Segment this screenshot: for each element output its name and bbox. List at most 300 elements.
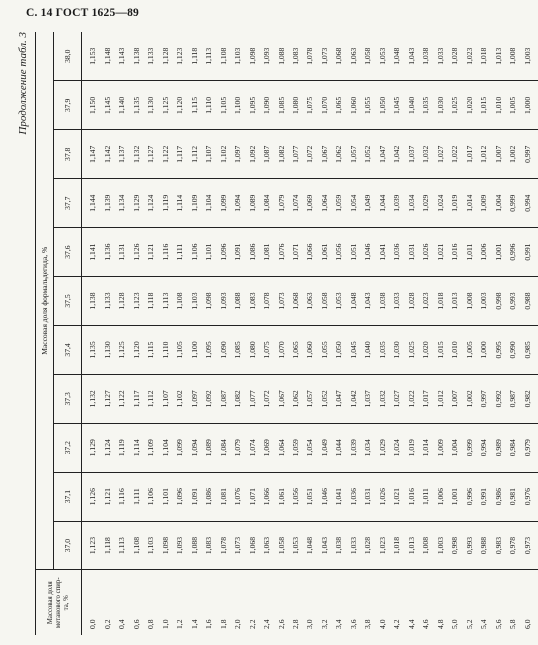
- table-cell: 0,984: [506, 423, 520, 472]
- table-cell: 1,067: [274, 374, 288, 423]
- column-header: 37,6: [54, 228, 82, 277]
- table-cell: 1,057: [303, 374, 317, 423]
- table-cell: 1,058: [363, 47, 373, 65]
- table-cell: 1,088: [276, 47, 286, 65]
- table-cell: 1,098: [202, 277, 216, 326]
- table-cell: 1,115: [187, 81, 201, 130]
- table-cell: 1,019: [404, 423, 418, 472]
- table-cell: 1,113: [115, 521, 129, 570]
- first-column-header-line: та, %: [62, 595, 70, 611]
- table-cell: 1,026: [375, 472, 389, 521]
- table-cell: 1,067: [318, 130, 332, 179]
- table-cell: 1,150: [82, 81, 101, 130]
- table-cell: 1,013: [448, 277, 462, 326]
- table-cell: 1,004: [448, 423, 462, 472]
- table-row: [129, 32, 143, 635]
- table-cell: 1,006: [433, 472, 447, 521]
- row-label: 5,4: [477, 570, 491, 635]
- table-cell: 0,986: [491, 472, 505, 521]
- table-cell: 1,098: [158, 521, 172, 570]
- table-row: [303, 32, 317, 635]
- table-cell: 1,033: [346, 521, 360, 570]
- table-cell: 1,109: [144, 423, 158, 472]
- table-cell: 1,069: [303, 179, 317, 228]
- table-cell: 1,050: [332, 325, 346, 374]
- table-row: [173, 32, 187, 635]
- table-cell: 1,062: [332, 130, 346, 179]
- table-cell: 1,052: [318, 374, 332, 423]
- table-cell: 1,066: [303, 228, 317, 277]
- table-cell: 1,085: [274, 81, 288, 130]
- table-cell: 1,030: [433, 81, 447, 130]
- table-cell: 1,016: [404, 472, 418, 521]
- table-row: [419, 32, 433, 635]
- table-cell: 1,018: [479, 47, 489, 65]
- table-cell: 1,043: [318, 521, 332, 570]
- table-cell: 1,104: [158, 423, 172, 472]
- table-cell: 1,068: [289, 277, 303, 326]
- table-cell: 0,996: [462, 472, 476, 521]
- table-cell: 1,038: [332, 521, 346, 570]
- table-cell: 1,111: [129, 472, 143, 521]
- table-cell: 1,114: [129, 423, 143, 472]
- table-cell: 1,015: [433, 325, 447, 374]
- table-cell: 0,992: [491, 374, 505, 423]
- density-table: [35, 32, 538, 635]
- table-cell: 1,105: [173, 325, 187, 374]
- table-cell: 1,036: [346, 472, 360, 521]
- table-cell: 1,090: [260, 81, 274, 130]
- table-cell: 1,042: [390, 130, 404, 179]
- table-cell: 0,998: [448, 521, 462, 570]
- table-row: [115, 32, 129, 635]
- table-cell: 0,991: [520, 228, 537, 277]
- table-cell: 1,092: [202, 374, 216, 423]
- table-cell: 1,140: [115, 81, 129, 130]
- table-row: [231, 32, 245, 635]
- table-cell: 0,994: [477, 423, 491, 472]
- table-cell: 1,141: [82, 228, 101, 277]
- table-cell: 1,075: [303, 81, 317, 130]
- row-label: 4,0: [375, 570, 389, 635]
- table-cell: 0,973: [520, 521, 537, 570]
- table-cell: 1,074: [245, 423, 259, 472]
- table-cell: 0,998: [491, 277, 505, 326]
- row-label: 2,2: [245, 570, 259, 635]
- table-cell: 1,033: [390, 277, 404, 326]
- table-cell: 1,096: [216, 228, 230, 277]
- table-cell: 1,068: [334, 47, 344, 65]
- table-cell: 1,013: [493, 47, 503, 65]
- table-cell: 1,070: [318, 81, 332, 130]
- table-cell: 1,025: [448, 81, 462, 130]
- table-cell: 0,981: [506, 472, 520, 521]
- table-row: [332, 32, 346, 635]
- table-row: [520, 32, 537, 635]
- table-cell: 1,056: [332, 228, 346, 277]
- table-cell: 0,983: [491, 521, 505, 570]
- table-cell: 1,138: [131, 47, 141, 65]
- table-cell: 1,008: [508, 47, 518, 65]
- table-cell: 1,103: [187, 277, 201, 326]
- table-cell: 1,046: [361, 228, 375, 277]
- table-cell: 1,148: [102, 47, 112, 65]
- table-cell: 1,145: [100, 81, 114, 130]
- table-cell: 1,035: [375, 325, 389, 374]
- table-cell: 1,049: [361, 179, 375, 228]
- table-cell: 1,142: [100, 130, 114, 179]
- table-cell: 1,122: [115, 374, 129, 423]
- table-cell: 1,097: [187, 374, 201, 423]
- table-cell: 1,032: [375, 374, 389, 423]
- table-cell: 1,103: [233, 47, 243, 65]
- first-column-header: [36, 570, 82, 635]
- table-cell: 1,040: [404, 81, 418, 130]
- table-cell: 1,100: [187, 325, 201, 374]
- column-header: 37,8: [54, 130, 82, 179]
- table-cell: 1,047: [332, 374, 346, 423]
- table-cell: 1,037: [361, 374, 375, 423]
- table-row: [375, 32, 389, 635]
- table-cell: 0,989: [491, 423, 505, 472]
- table-cell: 1,135: [129, 81, 143, 130]
- table-cell: 1,108: [129, 521, 143, 570]
- table-cell: 1,048: [346, 277, 360, 326]
- table-cell: 1,037: [404, 130, 418, 179]
- table-cell: 0,979: [520, 423, 537, 472]
- table-cell: 1,078: [305, 47, 315, 65]
- table-row: [318, 32, 332, 635]
- table-cell: 1,014: [419, 423, 433, 472]
- table-cell: 1,087: [216, 374, 230, 423]
- table-cell: 1,073: [274, 277, 288, 326]
- table-cell: 1,059: [289, 423, 303, 472]
- table-cell: 0,993: [462, 521, 476, 570]
- table-cell: 1,015: [477, 81, 491, 130]
- table-cell: 1,094: [231, 179, 245, 228]
- table-cell: 0,978: [506, 521, 520, 570]
- column-header: 38,0: [54, 32, 82, 81]
- table-cell: 1,000: [520, 81, 537, 130]
- table-cell: 1,088: [231, 277, 245, 326]
- table-cell: 1,053: [377, 47, 387, 65]
- table-cell: 1,101: [158, 472, 172, 521]
- table-cell: 1,034: [404, 179, 418, 228]
- table-cell: 1,070: [274, 325, 288, 374]
- table-cell: 1,125: [115, 325, 129, 374]
- table-cell: 1,082: [274, 130, 288, 179]
- column-header: 37,5: [54, 277, 82, 326]
- table-cell: 1,085: [231, 325, 245, 374]
- table-cell: 1,100: [231, 81, 245, 130]
- table-cell: 1,059: [332, 179, 346, 228]
- table-cell: 1,072: [303, 130, 317, 179]
- table-cell: 1,115: [144, 325, 158, 374]
- row-label: 5,0: [448, 570, 462, 635]
- table-cell: 1,046: [318, 472, 332, 521]
- column-header: 37,4: [54, 325, 82, 374]
- table-cell: 1,044: [332, 423, 346, 472]
- table-cell: 1,054: [303, 423, 317, 472]
- row-label: 0,0: [82, 570, 101, 635]
- table-cell: 1,123: [82, 521, 101, 570]
- table-cell: 1,051: [346, 228, 360, 277]
- table-cell: 1,009: [433, 423, 447, 472]
- table-cell: 1,120: [173, 81, 187, 130]
- table-cell: 1,078: [260, 277, 274, 326]
- table-cell: 1,123: [129, 277, 143, 326]
- table-cell: 1,153: [88, 47, 98, 65]
- table-cell: 1,102: [216, 130, 230, 179]
- table-cell: 1,143: [117, 47, 127, 65]
- table-cell: 1,017: [462, 130, 476, 179]
- table-cell: 1,048: [392, 47, 402, 65]
- table-cell: 1,089: [202, 423, 216, 472]
- table-row: [289, 32, 303, 635]
- table-cell: 1,002: [506, 130, 520, 179]
- table-cell: 1,109: [187, 179, 201, 228]
- table-cell: 1,016: [448, 228, 462, 277]
- table-cell: 1,073: [319, 47, 329, 65]
- table-cell: 1,023: [464, 47, 474, 65]
- row-label: 4,8: [433, 570, 447, 635]
- table-cell: 1,040: [361, 325, 375, 374]
- table-cell: 1,021: [390, 472, 404, 521]
- table-cell: 1,022: [448, 130, 462, 179]
- table-cell: 1,083: [202, 521, 216, 570]
- table-cell: 1,129: [82, 423, 101, 472]
- table-cell: 1,126: [82, 472, 101, 521]
- table-cell: 1,054: [346, 179, 360, 228]
- table-cell: 0,988: [520, 277, 537, 326]
- table-cell: 1,098: [247, 47, 257, 65]
- table-cell: 1,026: [419, 228, 433, 277]
- table-cell: 1,035: [419, 81, 433, 130]
- table-cell: 1,124: [144, 179, 158, 228]
- table-cell: 1,114: [173, 179, 187, 228]
- table-row: [346, 32, 360, 635]
- table-cell: 1,097: [231, 130, 245, 179]
- table-row: [462, 32, 476, 635]
- table-row: [390, 32, 404, 635]
- table-cell: 1,095: [245, 81, 259, 130]
- table-row: [187, 32, 201, 635]
- table-cell: 1,055: [361, 81, 375, 130]
- table-cell: 1,135: [82, 325, 101, 374]
- table-cell: 1,007: [448, 374, 462, 423]
- table-cell: 1,113: [204, 47, 214, 65]
- table-cell: 1,021: [433, 228, 447, 277]
- table-cell: 1,073: [231, 521, 245, 570]
- row-label: 5,6: [491, 570, 505, 635]
- table-cell: 1,124: [100, 423, 114, 472]
- table-cell: 1,127: [100, 374, 114, 423]
- table-cell: 1,076: [231, 472, 245, 521]
- table-cell: 1,111: [173, 228, 187, 277]
- table-cell: 1,010: [448, 325, 462, 374]
- table-cell: 1,107: [202, 130, 216, 179]
- table-cell: 1,011: [419, 472, 433, 521]
- table-cell: 1,012: [433, 374, 447, 423]
- table-cell: 1,034: [361, 423, 375, 472]
- table-cell: 1,118: [144, 277, 158, 326]
- table-cell: 1,003: [477, 277, 491, 326]
- table-cell: 1,079: [274, 179, 288, 228]
- table-cell: 1,020: [419, 325, 433, 374]
- table-cell: 1,052: [361, 130, 375, 179]
- table-cell: 1,116: [115, 472, 129, 521]
- table-row: [448, 32, 462, 635]
- table-cell: 1,092: [245, 130, 259, 179]
- table-cell: 1,055: [318, 325, 332, 374]
- table-cell: 1,116: [158, 228, 172, 277]
- table-cell: 1,077: [245, 374, 259, 423]
- table-cell: 0,996: [506, 228, 520, 277]
- table-cell: 1,106: [187, 228, 201, 277]
- table-cell: 1,094: [187, 423, 201, 472]
- table-cell: 1,119: [158, 179, 172, 228]
- column-header: 37,2: [54, 423, 82, 472]
- table-cell: 1,048: [303, 521, 317, 570]
- table-cell: 1,029: [419, 179, 433, 228]
- table-cell: 1,080: [245, 325, 259, 374]
- table-cell: 0,995: [491, 325, 505, 374]
- table-cell: 1,125: [158, 81, 172, 130]
- table-cell: 1,108: [218, 47, 228, 65]
- table-cell: 1,002: [462, 374, 476, 423]
- table-cell: 1,068: [245, 521, 259, 570]
- table-cell: 0,982: [520, 374, 537, 423]
- table-cell: 1,093: [216, 277, 230, 326]
- table-cell: 1,043: [361, 277, 375, 326]
- table-cell: 1,023: [375, 521, 389, 570]
- table-cell: 1,062: [289, 374, 303, 423]
- row-label: 4,4: [404, 570, 418, 635]
- table-cell: 1,031: [361, 472, 375, 521]
- table-cell: 1,028: [450, 47, 460, 65]
- table-cell: 1,060: [303, 325, 317, 374]
- table-cell: 1,001: [491, 228, 505, 277]
- table-cell: 1,041: [332, 472, 346, 521]
- table-cell: 0,993: [506, 277, 520, 326]
- table-cell: 0,994: [520, 179, 537, 228]
- table-cell: 1,028: [361, 521, 375, 570]
- table-cell: 1,022: [404, 374, 418, 423]
- page-header: С. 14 ГОСТ 1625—89: [26, 7, 139, 19]
- table-cell: 1,079: [231, 423, 245, 472]
- table-cell: 1,129: [129, 179, 143, 228]
- table-cell: 1,018: [390, 521, 404, 570]
- table-cell: 1,020: [462, 81, 476, 130]
- table-cell: 1,102: [173, 374, 187, 423]
- table-row: [491, 32, 505, 635]
- row-label: 6,0: [520, 570, 537, 635]
- table-cell: 1,060: [346, 81, 360, 130]
- table-cell: 0,997: [477, 374, 491, 423]
- table-cell: 1,081: [216, 472, 230, 521]
- table-cell: 1,117: [173, 130, 187, 179]
- table-cell: 1,058: [274, 521, 288, 570]
- table-cell: 1,095: [202, 325, 216, 374]
- first-column-header-line: метанового спир-: [54, 577, 62, 629]
- table-cell: 1,049: [318, 423, 332, 472]
- table-cell: 1,104: [202, 179, 216, 228]
- table-cell: 1,113: [158, 277, 172, 326]
- table-cell: 1,045: [346, 325, 360, 374]
- table-cell: 1,082: [231, 374, 245, 423]
- table-cell: 1,033: [435, 47, 445, 65]
- table-cell: 1,105: [216, 81, 230, 130]
- table-cell: 1,025: [404, 325, 418, 374]
- table-cell: 1,127: [144, 130, 158, 179]
- column-header-row: [54, 32, 82, 635]
- table-cell: 1,130: [100, 325, 114, 374]
- row-label: 0,2: [100, 570, 114, 635]
- table-cell: 1,137: [115, 130, 129, 179]
- table-cell: 1,000: [477, 325, 491, 374]
- table-cell: 1,083: [291, 47, 300, 65]
- table-cell: 1,056: [289, 472, 303, 521]
- table-cell: 1,119: [115, 423, 129, 472]
- table-cell: 1,093: [173, 521, 187, 570]
- table-cell: 1,108: [173, 277, 187, 326]
- table-cell: 1,008: [462, 277, 476, 326]
- table-cell: 1,006: [477, 228, 491, 277]
- table-cell: 0,990: [506, 325, 520, 374]
- table-row: [433, 32, 447, 635]
- table-cell: 1,038: [421, 47, 431, 65]
- table-cell: 1,106: [144, 472, 158, 521]
- table-cell: 1,061: [274, 472, 288, 521]
- table-cell: 1,042: [346, 374, 360, 423]
- table-cell: 1,063: [303, 277, 317, 326]
- table-cell: 1,028: [404, 277, 418, 326]
- column-header: 37,1: [54, 472, 82, 521]
- table-cell: 1,087: [260, 130, 274, 179]
- first-column-header-line: Массовая доля: [46, 581, 54, 625]
- table-cell: 1,024: [433, 179, 447, 228]
- row-label: 3,4: [332, 570, 346, 635]
- table-cell: 1,099: [216, 179, 230, 228]
- row-label: 1,0: [158, 570, 172, 635]
- row-label: 1,8: [216, 570, 230, 635]
- table-cell: 1,077: [289, 130, 303, 179]
- table-cell: 1,069: [260, 423, 274, 472]
- row-label: 2,6: [274, 570, 288, 635]
- table-row: [404, 32, 418, 635]
- table-cell: 1,039: [390, 179, 404, 228]
- table-cell: 1,123: [175, 47, 185, 65]
- table-cell: 1,121: [144, 228, 158, 277]
- row-label: 1,4: [187, 570, 201, 635]
- table-cell: 1,061: [318, 228, 332, 277]
- table-cell: 1,043: [406, 47, 416, 65]
- table-cell: 1,074: [289, 179, 303, 228]
- table-cell: 1,024: [390, 423, 404, 472]
- row-label: 0,6: [129, 570, 143, 635]
- table-cell: 1,078: [216, 521, 230, 570]
- table-cell: 1,139: [100, 179, 114, 228]
- table-cell: 1,036: [390, 228, 404, 277]
- rotated-table-block: [17, 32, 532, 635]
- table-cell: 1,126: [129, 228, 143, 277]
- table-cell: 1,004: [491, 179, 505, 228]
- table-cell: 0,988: [477, 521, 491, 570]
- table-cell: 1,017: [419, 374, 433, 423]
- table-cell: 1,144: [82, 179, 101, 228]
- table-row: [158, 32, 172, 635]
- table-cell: 1,051: [303, 472, 317, 521]
